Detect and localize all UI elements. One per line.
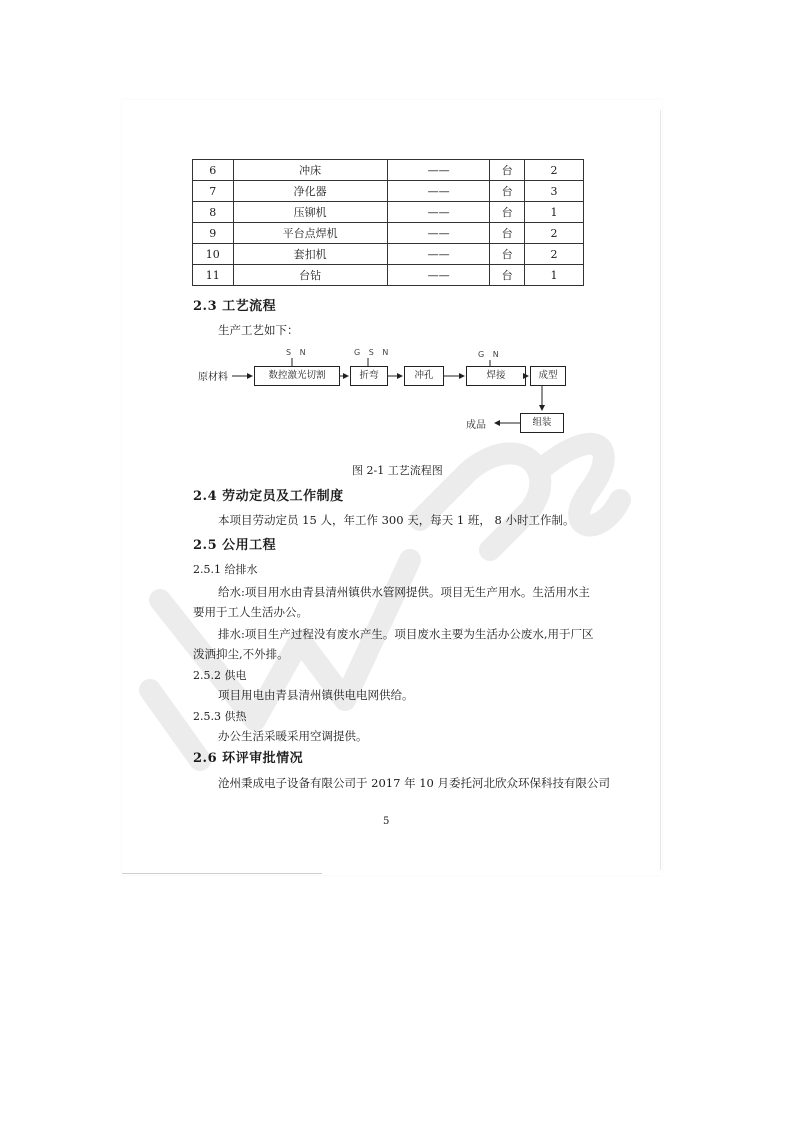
- table-cell: 台: [490, 181, 525, 202]
- section-heading-2-3: 2.3 工艺流程: [193, 299, 277, 314]
- table-cell: ——: [387, 202, 490, 223]
- table-cell: 净化器: [233, 181, 387, 202]
- subsection-heading-2-5-2: 2.5.2 供电: [193, 669, 247, 682]
- table-cell: 9: [193, 223, 234, 244]
- table-cell: ——: [387, 160, 490, 181]
- emission-label: G S N: [354, 348, 392, 357]
- table-row: [193, 244, 584, 265]
- water-supply-line: 给水:项目用水由青县清州镇供水管网提供。项目无生产用水。生活用水主: [218, 585, 590, 599]
- flow-step-welding: 焊接: [466, 366, 526, 386]
- labor-paragraph: 本项目劳动定员 15 人，年工作 300 天，每天 1 班， 8 小时工作制。: [218, 513, 575, 527]
- table-cell: 11: [193, 265, 234, 286]
- flow-step-assembly: 组装: [520, 413, 564, 433]
- process-flow-diagram: [190, 340, 610, 440]
- table-cell: 2: [524, 160, 583, 181]
- flow-step-laser-cutting: 数控激光切割: [254, 366, 340, 386]
- drainage-line: 排水:项目生产过程没有废水产生。项目废水主要为生活办公废水,用于厂区: [218, 627, 594, 641]
- page-number: 5: [383, 816, 390, 827]
- table-cell: 10: [193, 244, 234, 265]
- table-cell: 2: [524, 244, 583, 265]
- table-row: [193, 202, 584, 223]
- flow-raw-material: 原材料: [198, 372, 228, 383]
- flow-step-bending: 折弯: [350, 366, 388, 386]
- table-cell: 台: [490, 223, 525, 244]
- table-cell: 冲床: [233, 160, 387, 181]
- section-heading-2-4: 2.4 劳动定员及工作制度: [193, 489, 344, 504]
- table-cell: 台钻: [233, 265, 387, 286]
- table-cell: 台: [490, 202, 525, 223]
- scan-edge: [660, 110, 661, 870]
- flow-arrows: [190, 340, 610, 440]
- drainage-line: 泼洒抑尘,不外排。: [193, 647, 289, 661]
- water-supply-line: 要用于工人生活办公。: [193, 605, 308, 619]
- power-paragraph: 项目用电由青县清州镇供电电网供给。: [218, 688, 414, 702]
- scan-edge: [122, 873, 322, 874]
- heating-paragraph: 办公生活采暖采用空调提供。: [218, 729, 368, 743]
- table-row: [193, 265, 584, 286]
- table-cell: 1: [524, 265, 583, 286]
- table-cell: ——: [387, 223, 490, 244]
- table-cell: 台: [490, 265, 525, 286]
- table-cell: ——: [387, 244, 490, 265]
- section-heading-2-5: 2.5 公用工程: [193, 538, 277, 553]
- table-cell: 3: [524, 181, 583, 202]
- table-cell: ——: [387, 181, 490, 202]
- table-cell: 8: [193, 202, 234, 223]
- table-row: [193, 181, 584, 202]
- flow-product: 成品: [466, 420, 486, 431]
- flow-step-punching: 冲孔: [404, 366, 444, 386]
- process-intro: 生产工艺如下：: [218, 323, 299, 337]
- table-cell: 1: [524, 202, 583, 223]
- table-cell: 平台点焊机: [233, 223, 387, 244]
- subsection-heading-2-5-1: 2.5.1 给排水: [193, 563, 258, 576]
- table-cell: 台: [490, 244, 525, 265]
- table-cell: 7: [193, 181, 234, 202]
- equipment-table: [192, 159, 584, 286]
- table-cell: 压铆机: [233, 202, 387, 223]
- table-cell: 2: [524, 223, 583, 244]
- table-cell: 6: [193, 160, 234, 181]
- table-cell: ——: [387, 265, 490, 286]
- emission-label: S N: [286, 348, 309, 357]
- approval-paragraph: 沧州秉成电子设备有限公司于 2017 年 10 月委托河北欣众环保科技有限公司: [218, 776, 611, 790]
- emission-label: G N: [478, 350, 502, 359]
- table-cell: 套扣机: [233, 244, 387, 265]
- table-row: [193, 223, 584, 244]
- table-row: [193, 160, 584, 181]
- table-cell: 台: [490, 160, 525, 181]
- figure-caption: 图 2-1 工艺流程图: [352, 464, 443, 477]
- flow-step-forming: 成型: [530, 366, 566, 386]
- section-heading-2-6: 2.6 环评审批情况: [193, 751, 304, 766]
- subsection-heading-2-5-3: 2.5.3 供热: [193, 710, 247, 723]
